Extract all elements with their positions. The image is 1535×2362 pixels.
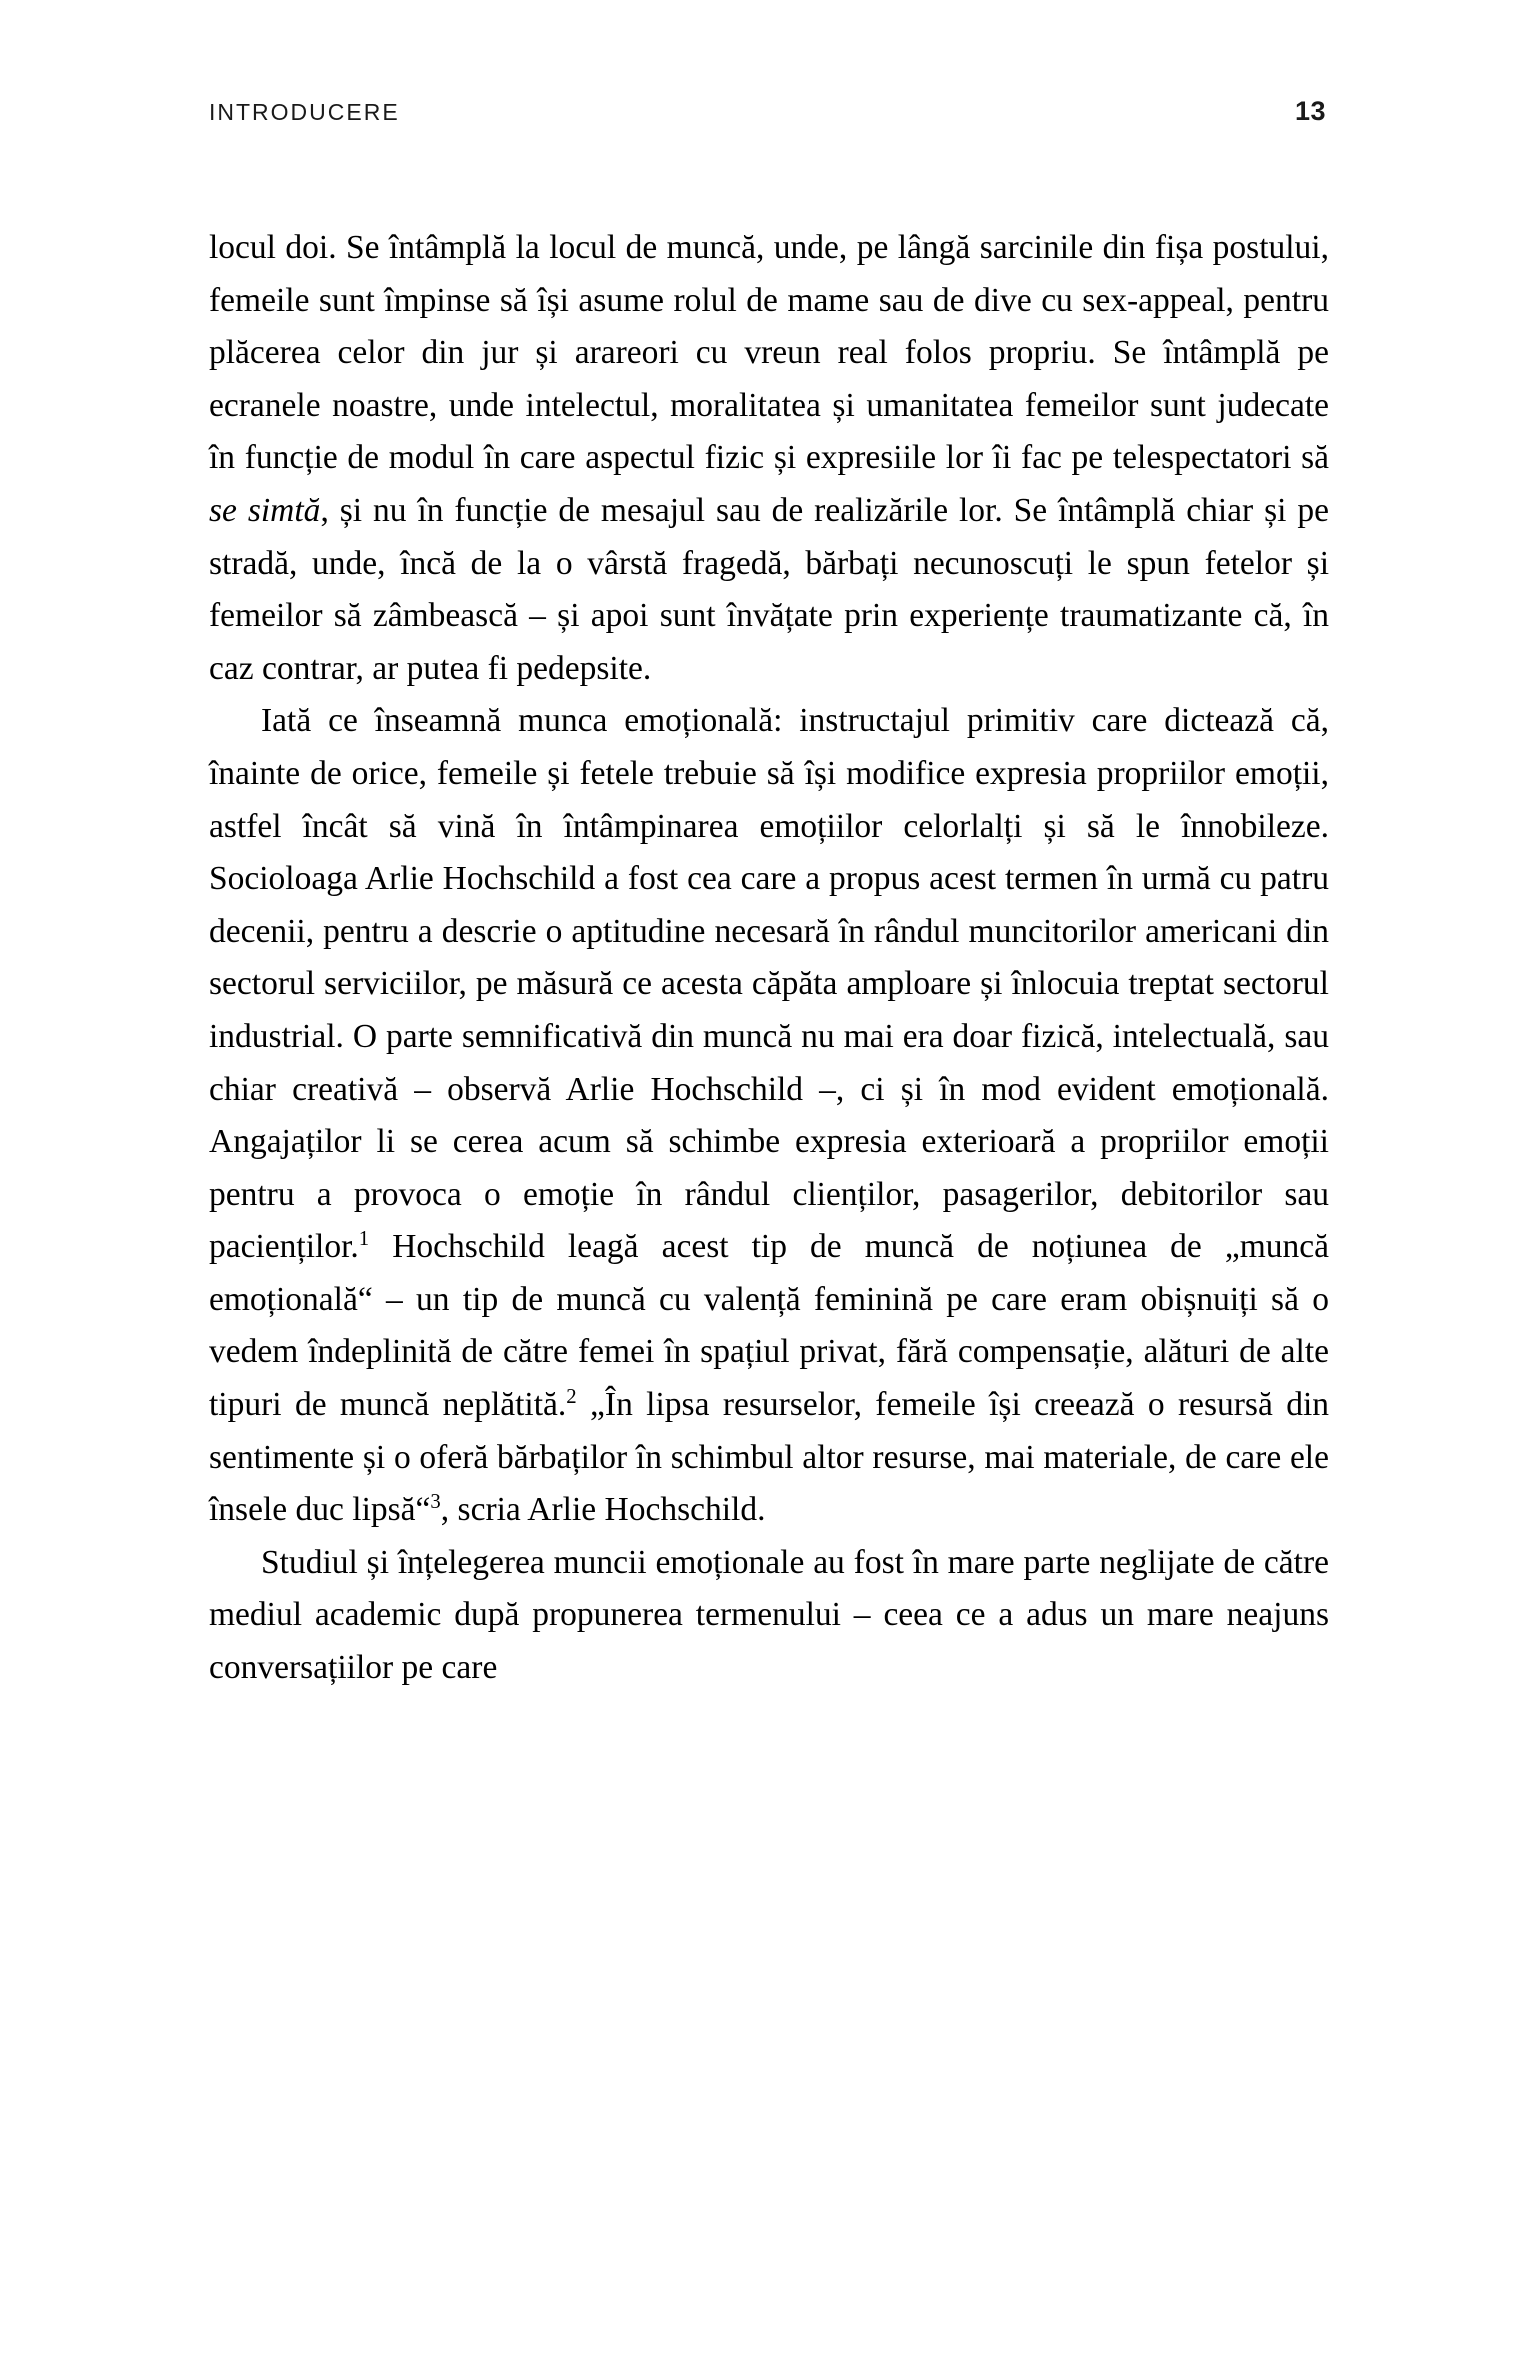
text-run: , și nu în funcție de mesajul sau de realizările lor. Se întâmplă chiar și pe stradă, unde, încă de la o vârstă fragedă, bărbați necunoscuți le spun fetelor și femeilor să zâmbească – și apoi sunt învățate prin experiențe traumatizante că, în caz contrar, ar putea fi pedepsite. (209, 491, 1329, 687)
text-run: , scria Arlie Hochschild. (440, 1491, 766, 1529)
footnote-marker: 3 (430, 1490, 441, 1514)
body-paragraph (209, 1537, 1329, 1695)
text-run: Studiul și înțelegerea muncii emoționale au fost în mare parte neglijate de către mediul academic după propunerea termenului – ceea ce a adus un mare neajuns conversațiilor pe care (209, 1543, 1329, 1687)
page-number: 13 (1294, 96, 1326, 126)
running-head (209, 96, 1326, 127)
text-run: „În lipsa resurselor, femeile își creează o resursă din sentimente și o oferă bărbaților în schimbul altor resurse, mai materiale, de care ele însele duc lipsă“ (209, 1386, 1329, 1529)
text-run: Hochschild leagă acest tip de muncă de noțiunea de „muncă emoțională“ – un tip de muncă cu valență feminină pe care eram obișnuiți să o vedem îndeplinită de către femei în spațiul privat, fără compensație, alături de alte tipuri de muncă neplătită. (209, 1228, 1329, 1424)
body-paragraph (209, 695, 1329, 1537)
footnote-marker: 2 (566, 1384, 577, 1408)
emphasis-text: se simtă (209, 491, 321, 529)
text-run: Iată ce înseamnă munca emoțională: instructajul primitiv care dictează că, înainte de orice, femeile și fetele trebuie să își modifice expresia propriilor emoții, astfel încât să vină în întâmpinarea emoțiilor celorlalți și să le înnobileze. Socioloaga Arlie Hochschild a fost cea care a propus acest termen în urmă cu patru decenii, pentru a descrie o aptitudine necesară în rândul muncitorilor americani din sectorul serviciilor, pe măsură ce acesta căpăta amploare și înlocuia treptat sectorul industrial. O parte semnificativă din muncă nu mai era doar fizică, intelectuală, sau chiar creativă – observă Arlie Hochschild –, ci și în mod evident emoțională. Angajaților li se cerea acum să schimbe expresia exterioară a propriilor emoții pentru a provoca o emoție în rândul clienților, pasagerilor, debitorilor sau pacienților. (209, 702, 1329, 1266)
footnote-marker: 1 (358, 1227, 370, 1251)
body-text (209, 222, 1329, 1695)
text-run: locul doi. Se întâmplă la locul de muncă, unde, pe lângă sarcinile din fișa postului, femeile sunt împinse să își asume rolul de mame sau de dive cu sex-appeal, pentru plăcerea celor din jur și arareori cu vreun real folos propriu. Se întâmplă pe ecranele noastre, unde intelectul, moralitatea și umanitatea femeilor sunt judecate în funcție de modul în care aspectul fizic și expresiile lor îi fac pe telespectatori să (209, 229, 1329, 477)
chapter-title: INTRODUCERE (209, 99, 400, 125)
body-paragraph (209, 222, 1329, 695)
